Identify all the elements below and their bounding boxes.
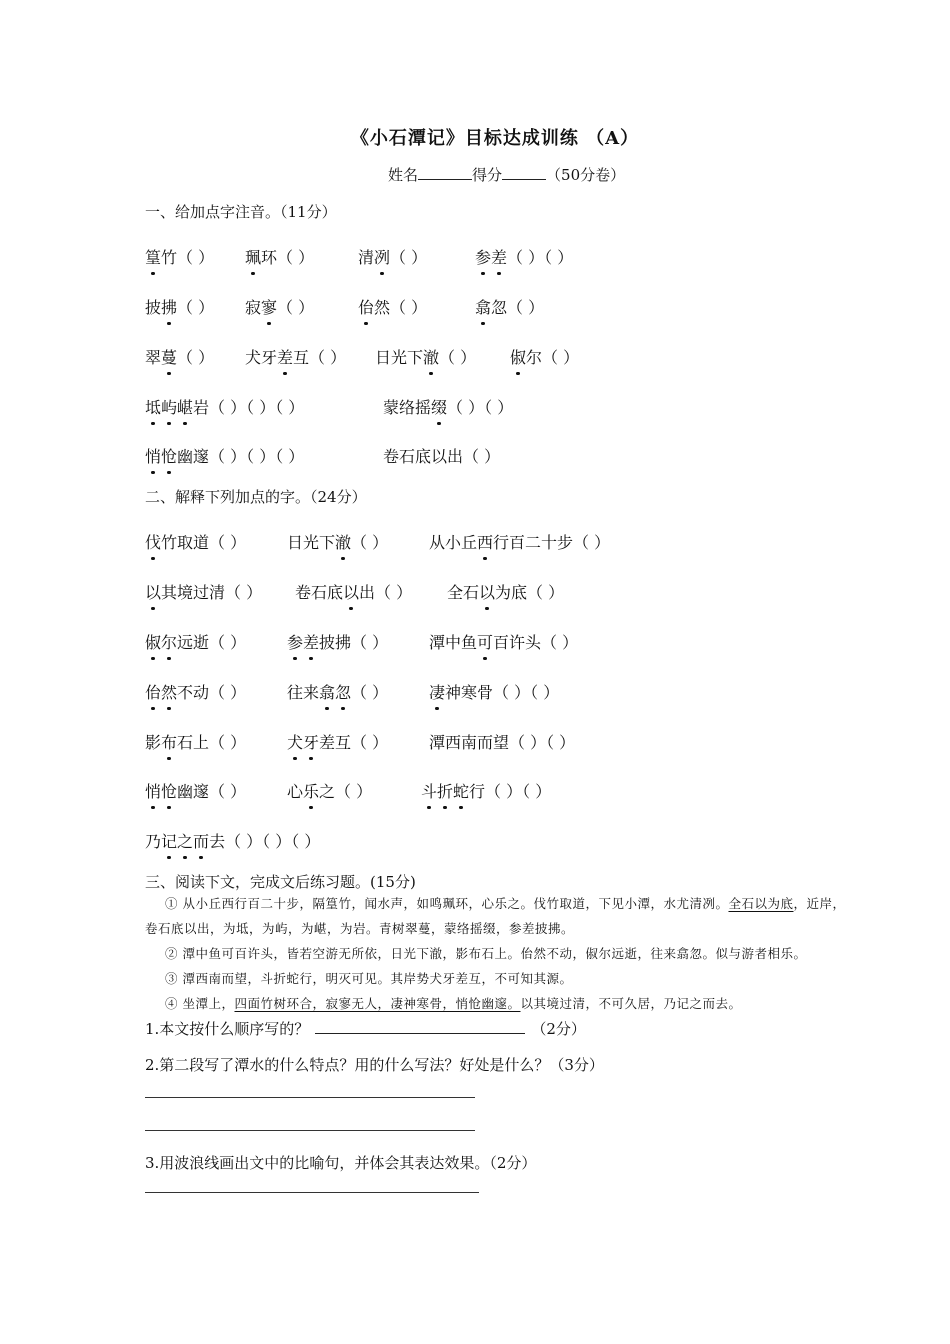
vocab-item — [358, 245, 427, 268]
vocab-item — [145, 345, 214, 368]
vocab-item — [429, 680, 559, 703]
section3-heading: 三、阅读下文，完成文后练习题。(15分) — [145, 873, 416, 891]
dotted-characters: 伐 — [145, 533, 161, 552]
item-text: 潭西南而望（ ）（ ） — [429, 733, 576, 752]
passage-paragraph-3: ③ 潭西南而望，斗折蛇行，明灭可见。其岸势犬牙差互，不可知其源。 — [165, 971, 573, 986]
item-text: 全石 — [447, 583, 480, 602]
answer-line[interactable] — [145, 1130, 475, 1131]
dotted-characters: 俶尔 — [145, 633, 177, 652]
vocab-item — [287, 680, 388, 703]
dotted-characters: 佁然 — [145, 683, 177, 702]
dotted-characters: 悄怆 — [145, 782, 177, 801]
vocab-item — [245, 295, 314, 318]
reading-passage — [145, 891, 865, 1016]
name-label: 姓名 — [388, 166, 419, 184]
dotted-characters: 记之而 — [161, 832, 209, 851]
item-text: 日光下 — [375, 348, 424, 367]
item-text: 幽邃（ ）（ ）（ ） — [177, 447, 305, 466]
dotted-characters: 珮 — [245, 248, 261, 267]
page-title: 《小石潭记》目标达成训练 （A） — [350, 128, 640, 149]
item-text: 日光下 — [287, 533, 336, 552]
passage-paragraph-1-cont: 卷石底以出，为坻，为屿，为嵁，为岩。青树翠蔓，蒙络摇缀，参差披拂。 — [145, 921, 575, 936]
item-text: 心 — [287, 782, 304, 801]
underlined-sentence: 四面竹树环合，寂寥无人，凄神寒骨，悄怆幽邃。 — [234, 996, 521, 1011]
item-text: （ ） — [351, 683, 389, 702]
underlined-sentence: 全石以为底 — [728, 896, 794, 911]
dotted-characters: 翕忽 — [319, 683, 351, 702]
section2-heading: 二、解释下列加点的字。（24分） — [145, 488, 367, 506]
vocab-item — [510, 345, 579, 368]
question-1-answer-blank[interactable] — [315, 1019, 525, 1034]
item-text: 不动（ ） — [177, 683, 247, 702]
item-text: 卷石底 — [295, 583, 344, 602]
item-text: 其境过清（ ） — [161, 583, 263, 602]
vocab-item — [287, 630, 388, 653]
dotted-characters: 拂 — [161, 298, 177, 317]
item-text: 潭中鱼 — [429, 633, 478, 652]
item-text: 岩（ ）（ ）（ ） — [193, 398, 305, 417]
vocab-item — [145, 444, 304, 467]
dotted-characters: 以 — [145, 583, 161, 602]
item-text: （ ） — [277, 298, 315, 317]
passage-paragraph-1 — [145, 891, 865, 916]
item-text: 竹取道（ ） — [161, 533, 247, 552]
item-text: 为底（ ） — [495, 583, 565, 602]
item-text: 披 — [145, 298, 162, 317]
item-text: 蒙络摇 — [383, 398, 432, 417]
vocab-item — [429, 530, 610, 553]
student-info-line — [388, 164, 625, 185]
score-blank[interactable] — [502, 165, 546, 180]
dotted-characters: 佁 — [358, 298, 374, 317]
question-1-text: 1.本文按什么顺序写的？ — [145, 1020, 310, 1038]
vocab-item — [145, 829, 320, 852]
dotted-characters: 以 — [343, 583, 359, 602]
vocab-item — [145, 580, 262, 603]
vocab-item — [145, 245, 214, 268]
vocab-item — [245, 245, 314, 268]
item-text: （ ） — [177, 348, 215, 367]
vocab-item — [383, 395, 513, 418]
item-text: 然（ ） — [374, 298, 428, 317]
vocab-item — [421, 779, 551, 802]
item-text: 乃 — [145, 832, 162, 851]
question-3: 3.用波浪线画出文中的比喻句，并体会其表达效果。（2分） — [145, 1154, 537, 1172]
vocab-item — [475, 245, 573, 268]
vocab-item — [287, 730, 388, 753]
item-text: 翠 — [145, 348, 162, 367]
dotted-characters: 斗折蛇 — [421, 782, 469, 801]
vocab-item — [145, 779, 246, 802]
dotted-characters: 翕 — [475, 298, 491, 317]
item-text: 清 — [358, 248, 375, 267]
item-text: （ ） — [177, 298, 215, 317]
item-text: 之（ ） — [319, 782, 373, 801]
item-text: 尔（ ） — [526, 348, 580, 367]
section1-heading: 一、给加点字注音。（11分） — [145, 203, 337, 221]
dotted-characters: 俶 — [510, 348, 526, 367]
dotted-characters: 寥 — [261, 298, 277, 317]
dotted-characters: 布 — [161, 733, 177, 752]
passage-text: ① 从小丘西行百二十步，隔篁竹，闻水声，如鸣珮环，心乐之。伐竹取道，下见小潭，水尤清冽。 — [165, 896, 729, 911]
dotted-characters: 澈 — [423, 348, 439, 367]
vocab-item — [245, 345, 346, 368]
total-score: （50分卷） — [546, 166, 626, 184]
dotted-characters: 可 — [477, 633, 493, 652]
dotted-characters: 参差 — [475, 248, 507, 267]
question-1 — [145, 1018, 586, 1039]
item-text: 幽邃（ ） — [177, 782, 247, 801]
answer-line[interactable] — [145, 1097, 475, 1098]
vocab-item — [145, 680, 246, 703]
item-text: 神寒骨（ ）（ ） — [445, 683, 560, 702]
vocab-item — [295, 580, 412, 603]
item-text: 竹（ ） — [161, 248, 215, 267]
dotted-characters: 差 — [277, 348, 293, 367]
dotted-characters: 参差 — [287, 633, 319, 652]
passage-text: ④ 坐潭上， — [165, 996, 235, 1011]
item-text: 卷石底以出（ ） — [383, 447, 501, 466]
item-text: 远逝（ ） — [177, 633, 247, 652]
passage-text: ，近岸， — [793, 896, 846, 911]
vocab-item — [287, 779, 372, 802]
dotted-characters: 悄怆 — [145, 447, 177, 466]
item-text: 行百二十步（ ） — [493, 533, 611, 552]
vocab-item — [475, 295, 544, 318]
dotted-characters: 缀 — [431, 398, 447, 417]
item-text: （ ）（ ） — [507, 248, 574, 267]
passage-text: 以其境过清，不可久居，乃记之而去。 — [520, 996, 742, 1011]
item-text: 忽（ ） — [491, 298, 545, 317]
item-text: 出（ ） — [359, 583, 413, 602]
vocab-item — [145, 630, 246, 653]
dotted-characters: 凄 — [429, 683, 445, 702]
vocab-item — [375, 345, 476, 368]
dotted-characters: 冽 — [374, 248, 390, 267]
item-text: 往来 — [287, 683, 320, 702]
vocab-item — [429, 630, 578, 653]
vocab-item — [145, 395, 304, 418]
item-text: 行（ ）（ ） — [469, 782, 552, 801]
dotted-characters: 乐 — [303, 782, 319, 801]
dotted-characters: 西 — [477, 533, 493, 552]
item-text: 去（ ）（ ）（ ） — [209, 832, 321, 851]
score-label: 得分 — [472, 166, 503, 184]
dotted-characters: 蔓 — [161, 348, 177, 367]
item-text: 百许头（ ） — [493, 633, 579, 652]
item-text: 寂 — [245, 298, 262, 317]
item-text: （ ）（ ） — [447, 398, 514, 417]
vocab-item — [358, 295, 427, 318]
item-text: （ ） — [390, 248, 428, 267]
passage-paragraph-4 — [145, 991, 865, 1016]
item-text: 石上（ ） — [177, 733, 247, 752]
dotted-characters: 以 — [479, 583, 495, 602]
vocab-item — [447, 580, 564, 603]
item-text: 影 — [145, 733, 162, 752]
answer-line[interactable] — [145, 1192, 479, 1193]
item-text: 犬牙 — [245, 348, 278, 367]
passage-paragraph-2: ② 潭中鱼可百许头，皆若空游无所依，日光下澈，影布石上。佁然不动，俶尔远逝，往来翕忽。似与游者相乐。 — [165, 946, 807, 961]
vocab-item — [145, 530, 246, 553]
question-2: 2.第二段写了潭水的什么特点？用的什么写法？好处是什么？（3分） — [145, 1056, 604, 1074]
item-text: 环（ ） — [261, 248, 315, 267]
vocab-item — [287, 530, 388, 553]
dotted-characters: 坻屿嵁 — [145, 398, 193, 417]
question-1-score: （2分） — [531, 1020, 586, 1038]
item-text: 从小丘 — [429, 533, 478, 552]
item-text: （ ） — [351, 533, 389, 552]
name-blank[interactable] — [418, 165, 472, 180]
dotted-characters: 澈 — [335, 533, 351, 552]
item-text: 披拂（ ） — [319, 633, 389, 652]
dotted-characters: 犬牙 — [287, 733, 319, 752]
vocab-item — [429, 730, 575, 753]
vocab-item — [145, 730, 246, 753]
vocab-item — [145, 295, 214, 318]
item-text: 互（ ） — [293, 348, 347, 367]
item-text: 差互（ ） — [319, 733, 389, 752]
dotted-characters: 篁 — [145, 248, 161, 267]
vocab-item — [383, 444, 500, 467]
item-text: （ ） — [439, 348, 477, 367]
